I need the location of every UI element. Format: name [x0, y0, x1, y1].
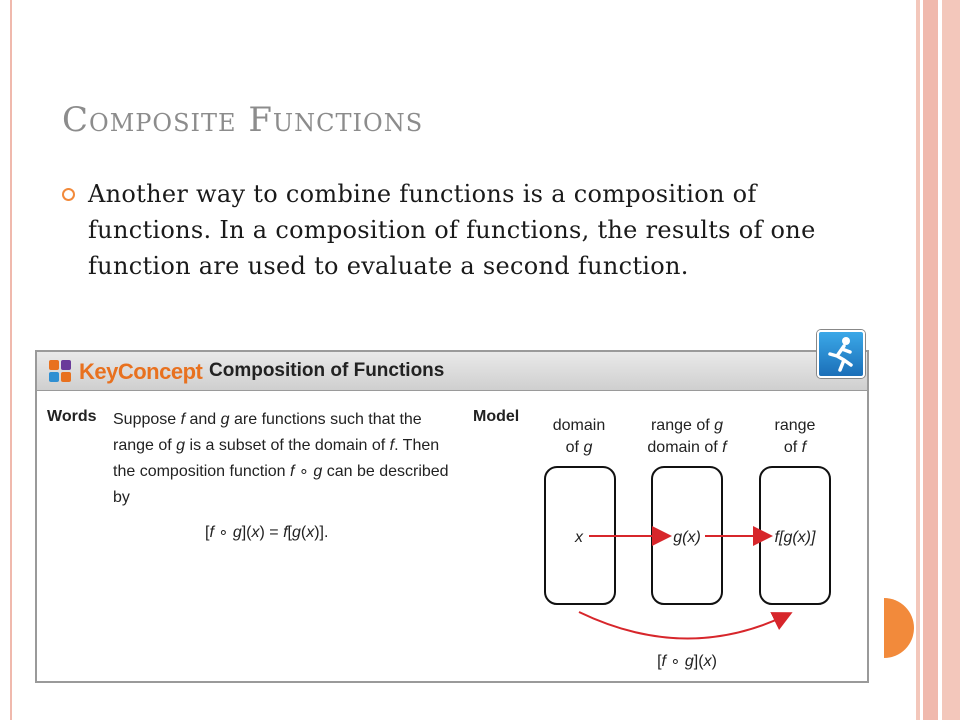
key-concept-heading: Composition of Functions: [209, 360, 445, 381]
col1-heading-line2: of g: [565, 439, 593, 456]
slide-accent-tab: [884, 598, 914, 658]
key-concept-logo-icon: [47, 358, 73, 384]
model-label: Model: [473, 408, 520, 425]
key-concept-header: [37, 352, 867, 391]
composition-model-diagram: [497, 402, 857, 677]
slide-left-border: [10, 0, 12, 720]
words-description: Suppose f and g are functions such that the range of g is a subset of the domain of f. Then the composition function f ∘ g can be described by: [113, 411, 449, 506]
col2-heading-line2: domain of f: [647, 439, 727, 456]
composition-formula: [f ∘ g](x) = f[g(x)].: [205, 524, 329, 541]
bullet-circle-icon: [62, 188, 75, 201]
slide-right-decoration: [912, 0, 960, 720]
key-concept-box: [35, 350, 869, 683]
brand-key: Key: [79, 359, 118, 384]
col3-heading-line1: range: [774, 417, 816, 434]
col1-heading-line1: domain: [552, 417, 606, 434]
composite-label: [f ∘ g](x): [657, 653, 717, 670]
value-g-of-x: g(x): [673, 529, 701, 546]
arrow-composite: [579, 612, 789, 639]
value-x: x: [575, 529, 583, 546]
runner-icon: [817, 330, 865, 378]
slide-title: Composite Functions: [62, 100, 424, 140]
bullet-text: Another way to combine functions is a composition of functions. In a composition of functions, the results of one function are used to evaluate a second function.: [88, 180, 816, 280]
col2-heading-line1: range of g: [650, 417, 724, 434]
words-label: Words: [47, 408, 97, 425]
value-f-of-g-of-x: f[g(x)]: [774, 529, 816, 546]
key-concept-brand: [79, 359, 202, 385]
col3-heading-line2: of f: [783, 439, 807, 456]
bullet-item: [62, 176, 822, 284]
brand-concept: Concept: [117, 359, 203, 384]
